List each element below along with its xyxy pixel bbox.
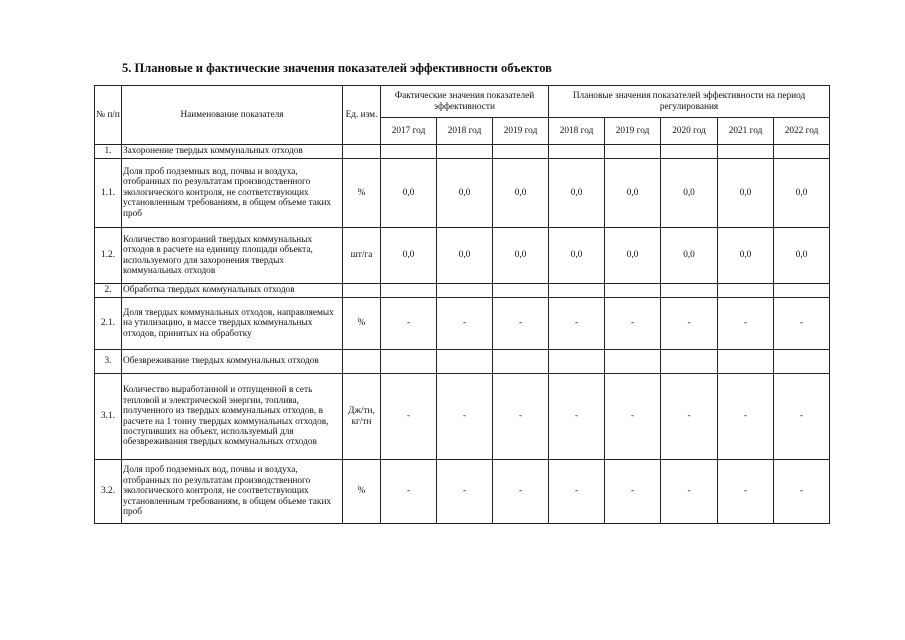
value-cell: - bbox=[605, 460, 661, 524]
value-cell bbox=[381, 350, 437, 374]
value-cell: - bbox=[493, 460, 549, 524]
value-cell: - bbox=[605, 298, 661, 350]
header-fact-group: Фактические значения показателей эффективности bbox=[381, 86, 549, 118]
value-cell: - bbox=[493, 374, 549, 460]
value-cell: - bbox=[661, 460, 718, 524]
value-cell: 0,0 bbox=[381, 228, 437, 284]
value-cell bbox=[381, 145, 437, 159]
value-cell: - bbox=[437, 298, 493, 350]
value-cell: 0,0 bbox=[605, 159, 661, 228]
indicator-name: Количество выработанной и отпущенной в сеть тепловой и электрической энергии, топлива, полученного из твердых коммунальных отходов, в расчете на 1 тонну твердых коммунальных отходов, поступивших на объект, используемый для обезвреживания твердых коммунальных отходов bbox=[122, 374, 343, 460]
section-row bbox=[95, 145, 830, 159]
header-year: 2019 год bbox=[605, 118, 661, 145]
value-cell: - bbox=[718, 374, 774, 460]
value-cell: 0,0 bbox=[774, 228, 830, 284]
value-cell: - bbox=[437, 460, 493, 524]
indicator-name: Захоронение твердых коммунальных отходов bbox=[122, 145, 343, 159]
value-cell bbox=[493, 145, 549, 159]
row-number: 2.1. bbox=[95, 298, 122, 350]
unit-cell bbox=[343, 350, 381, 374]
header-year: 2020 год bbox=[661, 118, 718, 145]
value-cell: - bbox=[549, 374, 605, 460]
value-cell bbox=[661, 350, 718, 374]
value-cell bbox=[605, 284, 661, 298]
table-row bbox=[95, 159, 830, 228]
unit-cell: % bbox=[343, 298, 381, 350]
indicator-name: Доля твердых коммунальных отходов, направляемых на утилизацию, в массе твердых коммунальных отходов, принятых на обработку bbox=[122, 298, 343, 350]
value-cell bbox=[549, 145, 605, 159]
unit-cell bbox=[343, 284, 381, 298]
value-cell bbox=[605, 350, 661, 374]
value-cell: 0,0 bbox=[381, 159, 437, 228]
value-cell: - bbox=[718, 460, 774, 524]
value-cell: - bbox=[774, 298, 830, 350]
value-cell: - bbox=[605, 374, 661, 460]
row-number: 3.1. bbox=[95, 374, 122, 460]
value-cell bbox=[718, 284, 774, 298]
unit-cell: шт/га bbox=[343, 228, 381, 284]
unit-cell bbox=[343, 145, 381, 159]
table-title: 5. Плановые и фактические значения показателей эффективности объектов bbox=[122, 61, 552, 75]
row-number: 2. bbox=[95, 284, 122, 298]
value-cell bbox=[549, 350, 605, 374]
value-cell: 0,0 bbox=[437, 228, 493, 284]
value-cell: 0,0 bbox=[661, 228, 718, 284]
table-row bbox=[95, 460, 830, 524]
value-cell bbox=[493, 284, 549, 298]
indicator-name: Доля проб подземных вод, почвы и воздуха, отобранных по результатам производственного экологического контроля, не соответствующих установленным требованиям, в общем объеме таких проб bbox=[122, 460, 343, 524]
value-cell bbox=[661, 284, 718, 298]
value-cell bbox=[437, 284, 493, 298]
value-cell: - bbox=[718, 298, 774, 350]
header-year: 2018 год bbox=[437, 118, 493, 145]
value-cell: - bbox=[381, 374, 437, 460]
value-cell bbox=[718, 350, 774, 374]
value-cell: 0,0 bbox=[493, 159, 549, 228]
value-cell: 0,0 bbox=[437, 159, 493, 228]
value-cell: - bbox=[493, 298, 549, 350]
value-cell: - bbox=[661, 298, 718, 350]
value-cell: 0,0 bbox=[774, 159, 830, 228]
table-row bbox=[95, 228, 830, 284]
indicator-name: Доля проб подземных вод, почвы и воздуха, отобранных по результатам производственного экологического контроля, не соответствующих установленным требованиям, в общем объеме таких проб bbox=[122, 159, 343, 228]
value-cell bbox=[774, 284, 830, 298]
indicator-name: Количество возгораний твердых коммунальных отходов в расчете на единицу площади объекта, используемого для захоронения твердых коммунальных отходов bbox=[122, 228, 343, 284]
table-row bbox=[95, 374, 830, 460]
header-year: 2019 год bbox=[493, 118, 549, 145]
value-cell: 0,0 bbox=[718, 228, 774, 284]
value-cell bbox=[774, 350, 830, 374]
value-cell bbox=[437, 145, 493, 159]
value-cell: 0,0 bbox=[549, 228, 605, 284]
value-cell: 0,0 bbox=[661, 159, 718, 228]
value-cell: - bbox=[437, 374, 493, 460]
value-cell: - bbox=[774, 460, 830, 524]
header-year: 2021 год bbox=[718, 118, 774, 145]
value-cell: - bbox=[381, 460, 437, 524]
value-cell: 0,0 bbox=[718, 159, 774, 228]
value-cell bbox=[437, 350, 493, 374]
row-number: 1.2. bbox=[95, 228, 122, 284]
value-cell: - bbox=[549, 298, 605, 350]
header-plan-group: Плановые значения показателей эффективности на период регулирования bbox=[549, 86, 830, 118]
value-cell bbox=[549, 284, 605, 298]
unit-cell: % bbox=[343, 460, 381, 524]
value-cell: 0,0 bbox=[605, 228, 661, 284]
header-year: 2022 год bbox=[774, 118, 830, 145]
section-row bbox=[95, 284, 830, 298]
efficiency-table bbox=[94, 85, 830, 524]
row-number: 3. bbox=[95, 350, 122, 374]
header-year: 2017 год bbox=[381, 118, 437, 145]
value-cell bbox=[605, 145, 661, 159]
row-number: 1. bbox=[95, 145, 122, 159]
row-number: 1.1. bbox=[95, 159, 122, 228]
unit-cell: Дж/тн, кг/тн bbox=[343, 374, 381, 460]
value-cell bbox=[493, 350, 549, 374]
value-cell: 0,0 bbox=[549, 159, 605, 228]
value-cell: - bbox=[381, 298, 437, 350]
unit-cell: % bbox=[343, 159, 381, 228]
value-cell: - bbox=[661, 374, 718, 460]
value-cell: - bbox=[774, 374, 830, 460]
indicator-name: Обработка твердых коммунальных отходов bbox=[122, 284, 343, 298]
header-name: Наименование показателя bbox=[122, 86, 343, 145]
header-year: 2018 год bbox=[549, 118, 605, 145]
value-cell: - bbox=[549, 460, 605, 524]
value-cell: 0,0 bbox=[493, 228, 549, 284]
header-unit: Ед. изм. bbox=[343, 86, 381, 145]
value-cell bbox=[774, 145, 830, 159]
section-row bbox=[95, 350, 830, 374]
row-number: 3.2. bbox=[95, 460, 122, 524]
value-cell bbox=[718, 145, 774, 159]
table-row bbox=[95, 298, 830, 350]
indicator-name: Обезвреживание твердых коммунальных отходов bbox=[122, 350, 343, 374]
header-row-1 bbox=[95, 86, 830, 118]
value-cell bbox=[661, 145, 718, 159]
header-num: № п/п bbox=[95, 86, 122, 145]
value-cell bbox=[381, 284, 437, 298]
